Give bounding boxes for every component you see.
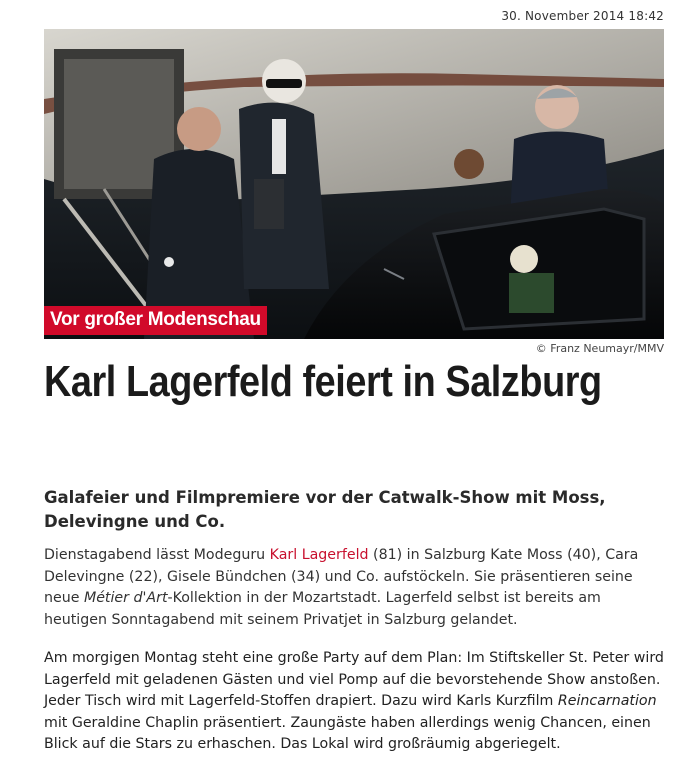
timestamp: 30. November 2014 18:42	[501, 9, 664, 23]
lead-text-2: (81) in Salzburg Kate Moss (40), Cara Delevingne (22), Gisele Bündchen (34) und Co. aufstöckeln. Sie präsentieren seine neue	[44, 547, 639, 606]
film-title: Reincarnation	[557, 693, 657, 709]
collection-name: Métier d'Art	[83, 590, 168, 606]
kicker-label: Vor großer Modenschau	[44, 306, 267, 335]
body-text-2: mit Geraldine Chaplin präsentiert. Zaungäste haben allerdings wenig Chancen, einen Blick auf die Stars zu erhaschen. Das Lokal wird großräumig abgeriegelt.	[44, 714, 651, 752]
person-link-karl-lagerfeld[interactable]: Karl Lagerfeld	[269, 547, 369, 563]
lead-text-1: Dienstagabend lässt Modeguru	[44, 547, 270, 563]
body-text-1: Am morgigen Montag steht eine große Party auf dem Plan: Im Stiftskeller St. Peter wird Lagerfeld mit geladenen Gästen und viel Pomp auf die bevorstehende Show anstoßen. Jeder Tisch wird mit Lagerfeld-Stoffen drapiert. Dazu wird Karls Kurzfilm	[44, 650, 664, 709]
body-paragraph	[44, 648, 664, 756]
subheadline: Galafeier und Filmpremiere vor der Catwalk-Show mit Moss, Delevingne und Co.	[44, 488, 606, 531]
headline: Karl Lagerfeld feiert in Salzburg	[44, 357, 602, 406]
photo-illustration	[44, 29, 664, 339]
article-photo	[44, 29, 664, 339]
lead-paragraph	[44, 545, 664, 631]
lead-text-3: -Kollektion in der Mozartstadt. Lagerfeld selbst ist bereits am heutigen Sonntagabend mit seinem Privatjet in Salzburg gelandet.	[44, 590, 601, 628]
photo-credit: © Franz Neumayr/MMV	[535, 342, 664, 355]
